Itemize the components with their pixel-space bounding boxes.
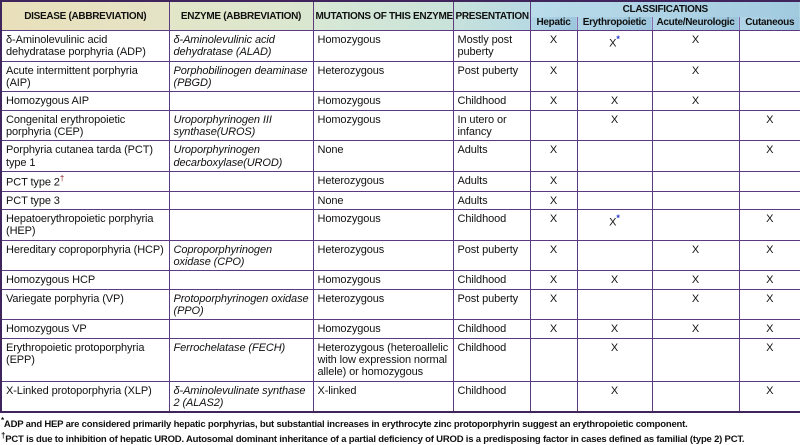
mutations-cell: None bbox=[313, 191, 453, 209]
mutations-cell: Heterozygous bbox=[313, 240, 453, 271]
mark-acute-neurologic bbox=[652, 110, 739, 141]
enzyme-cell: Ferrochelatase (FECH) bbox=[169, 338, 313, 381]
mark-hepatic: X bbox=[530, 240, 577, 271]
mutations-cell: X-linked bbox=[313, 381, 453, 412]
col-header-mutations: MUTATIONS OF THIS ENZYME bbox=[313, 1, 453, 31]
disease-cell: Homozygous HCP bbox=[1, 271, 169, 289]
enzyme-cell: Uroporphyrinogen decarboxylase(UROD) bbox=[169, 141, 313, 172]
disease-cell: Homozygous AIP bbox=[1, 92, 169, 110]
mark-acute-neurologic: X bbox=[652, 240, 739, 271]
presentation-cell: Post puberty bbox=[453, 240, 530, 271]
mark-erythropoietic: X* bbox=[577, 31, 652, 62]
asterisk-marker: * bbox=[616, 34, 620, 44]
presentation-cell: Post puberty bbox=[453, 289, 530, 320]
mutations-cell: Heterozygous bbox=[313, 61, 453, 92]
presentation-cell: Adults bbox=[453, 171, 530, 191]
enzyme-cell bbox=[169, 171, 313, 191]
enzyme-cell: δ-Aminolevulinate synthase 2 (ALAS2) bbox=[169, 381, 313, 412]
mark-hepatic: X bbox=[530, 320, 577, 338]
presentation-cell: Childhood bbox=[453, 381, 530, 412]
mark-acute-neurologic bbox=[652, 210, 739, 241]
table-row bbox=[1, 320, 800, 338]
enzyme-cell: Uroporphyrinogen III synthase(UROS) bbox=[169, 110, 313, 141]
presentation-cell: Childhood bbox=[453, 92, 530, 110]
mark-cutaneous bbox=[739, 92, 800, 110]
mark-erythropoietic: X bbox=[577, 92, 652, 110]
mark-cutaneous bbox=[739, 31, 800, 62]
presentation-cell: Adults bbox=[453, 141, 530, 172]
mark-cutaneous: X bbox=[739, 289, 800, 320]
table-row bbox=[1, 271, 800, 289]
table-row bbox=[1, 289, 800, 320]
mutations-cell: Heterozygous bbox=[313, 171, 453, 191]
mark-hepatic: X bbox=[530, 92, 577, 110]
col-header-disease: DISEASE (ABBREVIATION) bbox=[1, 1, 169, 31]
mutations-cell: Homozygous bbox=[313, 271, 453, 289]
mutations-cell: Homozygous bbox=[313, 320, 453, 338]
mark-acute-neurologic: X bbox=[652, 289, 739, 320]
presentation-cell: Post puberty bbox=[453, 61, 530, 92]
col-header-hepatic: Hepatic bbox=[530, 17, 577, 31]
table-row bbox=[1, 31, 800, 62]
mark-cutaneous bbox=[739, 191, 800, 209]
mutations-cell: None bbox=[313, 141, 453, 172]
mutations-cell: Homozygous bbox=[313, 31, 453, 62]
table-row bbox=[1, 210, 800, 241]
disease-cell: Porphyria cutanea tarda (PCT) type 1 bbox=[1, 141, 169, 172]
disease-cell: Variegate porphyria (VP) bbox=[1, 289, 169, 320]
mark-acute-neurologic: X bbox=[652, 271, 739, 289]
mark-erythropoietic bbox=[577, 289, 652, 320]
footnotes bbox=[0, 413, 800, 445]
enzyme-cell: δ-Aminolevulinic acid dehydratase (ALAD) bbox=[169, 31, 313, 62]
mark-hepatic: X bbox=[530, 141, 577, 172]
disease-cell: Hereditary coproporphyria (HCP) bbox=[1, 240, 169, 271]
mark-acute-neurologic: X bbox=[652, 320, 739, 338]
mark-acute-neurologic bbox=[652, 171, 739, 191]
disease-cell: Homozygous VP bbox=[1, 320, 169, 338]
mark-erythropoietic: X bbox=[577, 110, 652, 141]
mark-acute-neurologic: X bbox=[652, 92, 739, 110]
enzyme-cell bbox=[169, 92, 313, 110]
header-row-main bbox=[1, 1, 800, 17]
presentation-cell: Mostly post puberty bbox=[453, 31, 530, 62]
mark-erythropoietic bbox=[577, 61, 652, 92]
mutations-cell: Heterozygous (heteroallelic with low expression normal allele) or homozygous bbox=[313, 338, 453, 381]
mark-acute-neurologic bbox=[652, 141, 739, 172]
table-row bbox=[1, 381, 800, 412]
footnote-line: †PCT is due to inhibition of hepatic UROD. Autosomal dominant inheritance of a partial deficiency of UROD is a predisposing factor in cases defined as familial (type 2) PCT. bbox=[1, 430, 745, 445]
mutations-cell: Homozygous bbox=[313, 92, 453, 110]
mark-acute-neurologic bbox=[652, 338, 739, 381]
mark-acute-neurologic: X bbox=[652, 31, 739, 62]
mark-erythropoietic bbox=[577, 191, 652, 209]
mark-cutaneous: X bbox=[739, 381, 800, 412]
table-row bbox=[1, 110, 800, 141]
disease-cell: δ-Aminolevulinic acid dehydratase porphyria (ADP) bbox=[1, 31, 169, 62]
table-row bbox=[1, 338, 800, 381]
presentation-cell: Childhood bbox=[453, 210, 530, 241]
col-header-erythropoietic: Erythropoietic bbox=[577, 17, 652, 31]
enzyme-cell bbox=[169, 210, 313, 241]
enzyme-cell bbox=[169, 320, 313, 338]
mutations-cell: Homozygous bbox=[313, 210, 453, 241]
table-row bbox=[1, 141, 800, 172]
presentation-cell: Childhood bbox=[453, 271, 530, 289]
mark-erythropoietic: X* bbox=[577, 210, 652, 241]
mark-erythropoietic bbox=[577, 141, 652, 172]
mark-cutaneous: X bbox=[739, 141, 800, 172]
mark-erythropoietic: X bbox=[577, 338, 652, 381]
mark-cutaneous: X bbox=[739, 210, 800, 241]
mark-hepatic: X bbox=[530, 289, 577, 320]
table-row bbox=[1, 191, 800, 209]
mark-hepatic: X bbox=[530, 171, 577, 191]
presentation-cell: Adults bbox=[453, 191, 530, 209]
mark-cutaneous bbox=[739, 171, 800, 191]
enzyme-cell: Protoporphyrinogen oxidase (PPO) bbox=[169, 289, 313, 320]
table-row bbox=[1, 92, 800, 110]
disease-cell: Erythropoietic protoporphyria (EPP) bbox=[1, 338, 169, 381]
col-header-presentation: PRESENTATION bbox=[453, 1, 530, 31]
mutations-cell: Homozygous bbox=[313, 110, 453, 141]
mark-cutaneous bbox=[739, 61, 800, 92]
mark-erythropoietic bbox=[577, 240, 652, 271]
mark-erythropoietic bbox=[577, 171, 652, 191]
mark-hepatic: X bbox=[530, 210, 577, 241]
mutations-cell: Heterozygous bbox=[313, 289, 453, 320]
table-body bbox=[1, 31, 800, 413]
dagger-marker: † bbox=[59, 173, 65, 183]
disease-cell: Hepatoerythropoietic porphyria (HEP) bbox=[1, 210, 169, 241]
footnote-line: *ADP and HEP are considered primarily hepatic porphyrias, but substantial increases in erythrocyte zinc protoporphyrin suggest an erythropoietic component. bbox=[1, 416, 688, 431]
col-header-cutaneous: Cutaneous bbox=[739, 17, 800, 31]
footnote-marker: * bbox=[1, 416, 4, 426]
disease-cell: Congenital erythropoietic porphyria (CEP) bbox=[1, 110, 169, 141]
table-row bbox=[1, 61, 800, 92]
mark-hepatic bbox=[530, 110, 577, 141]
disease-cell: X-Linked protoporphyria (XLP) bbox=[1, 381, 169, 412]
enzyme-cell: Porphobilinogen deaminase (PBGD) bbox=[169, 61, 313, 92]
mark-cutaneous: X bbox=[739, 320, 800, 338]
mark-hepatic: X bbox=[530, 61, 577, 92]
mark-acute-neurologic: X bbox=[652, 61, 739, 92]
mark-cutaneous: X bbox=[739, 338, 800, 381]
disease-cell: Acute intermittent porphyria (AIP) bbox=[1, 61, 169, 92]
mark-hepatic: X bbox=[530, 271, 577, 289]
presentation-cell: In utero or infancy bbox=[453, 110, 530, 141]
mark-erythropoietic: X bbox=[577, 271, 652, 289]
mark-erythropoietic: X bbox=[577, 320, 652, 338]
col-header-classifications: CLASSIFICATIONS bbox=[530, 1, 800, 17]
col-header-enzyme: ENZYME (ABBREVIATION) bbox=[169, 1, 313, 31]
enzyme-cell bbox=[169, 191, 313, 209]
table-row bbox=[1, 240, 800, 271]
disease-cell: PCT type 2† bbox=[1, 171, 169, 191]
mark-cutaneous: X bbox=[739, 240, 800, 271]
mark-acute-neurologic bbox=[652, 381, 739, 412]
enzyme-cell: Coproporphyrinogen oxidase (CPO) bbox=[169, 240, 313, 271]
mark-hepatic bbox=[530, 381, 577, 412]
mark-hepatic bbox=[530, 338, 577, 381]
mark-cutaneous: X bbox=[739, 110, 800, 141]
enzyme-cell bbox=[169, 271, 313, 289]
mark-hepatic: X bbox=[530, 31, 577, 62]
mark-cutaneous: X bbox=[739, 271, 800, 289]
table-header bbox=[1, 1, 800, 31]
asterisk-marker: * bbox=[616, 213, 620, 224]
mark-hepatic: X bbox=[530, 191, 577, 209]
presentation-cell: Childhood bbox=[453, 338, 530, 381]
footnote-marker: † bbox=[1, 430, 6, 440]
col-header-acute-neurologic: Acute/Neurologic bbox=[652, 17, 739, 31]
presentation-cell: Childhood bbox=[453, 320, 530, 338]
mark-erythropoietic: X bbox=[577, 381, 652, 412]
mark-acute-neurologic bbox=[652, 191, 739, 209]
disease-cell: PCT type 3 bbox=[1, 191, 169, 209]
table-row bbox=[1, 171, 800, 191]
